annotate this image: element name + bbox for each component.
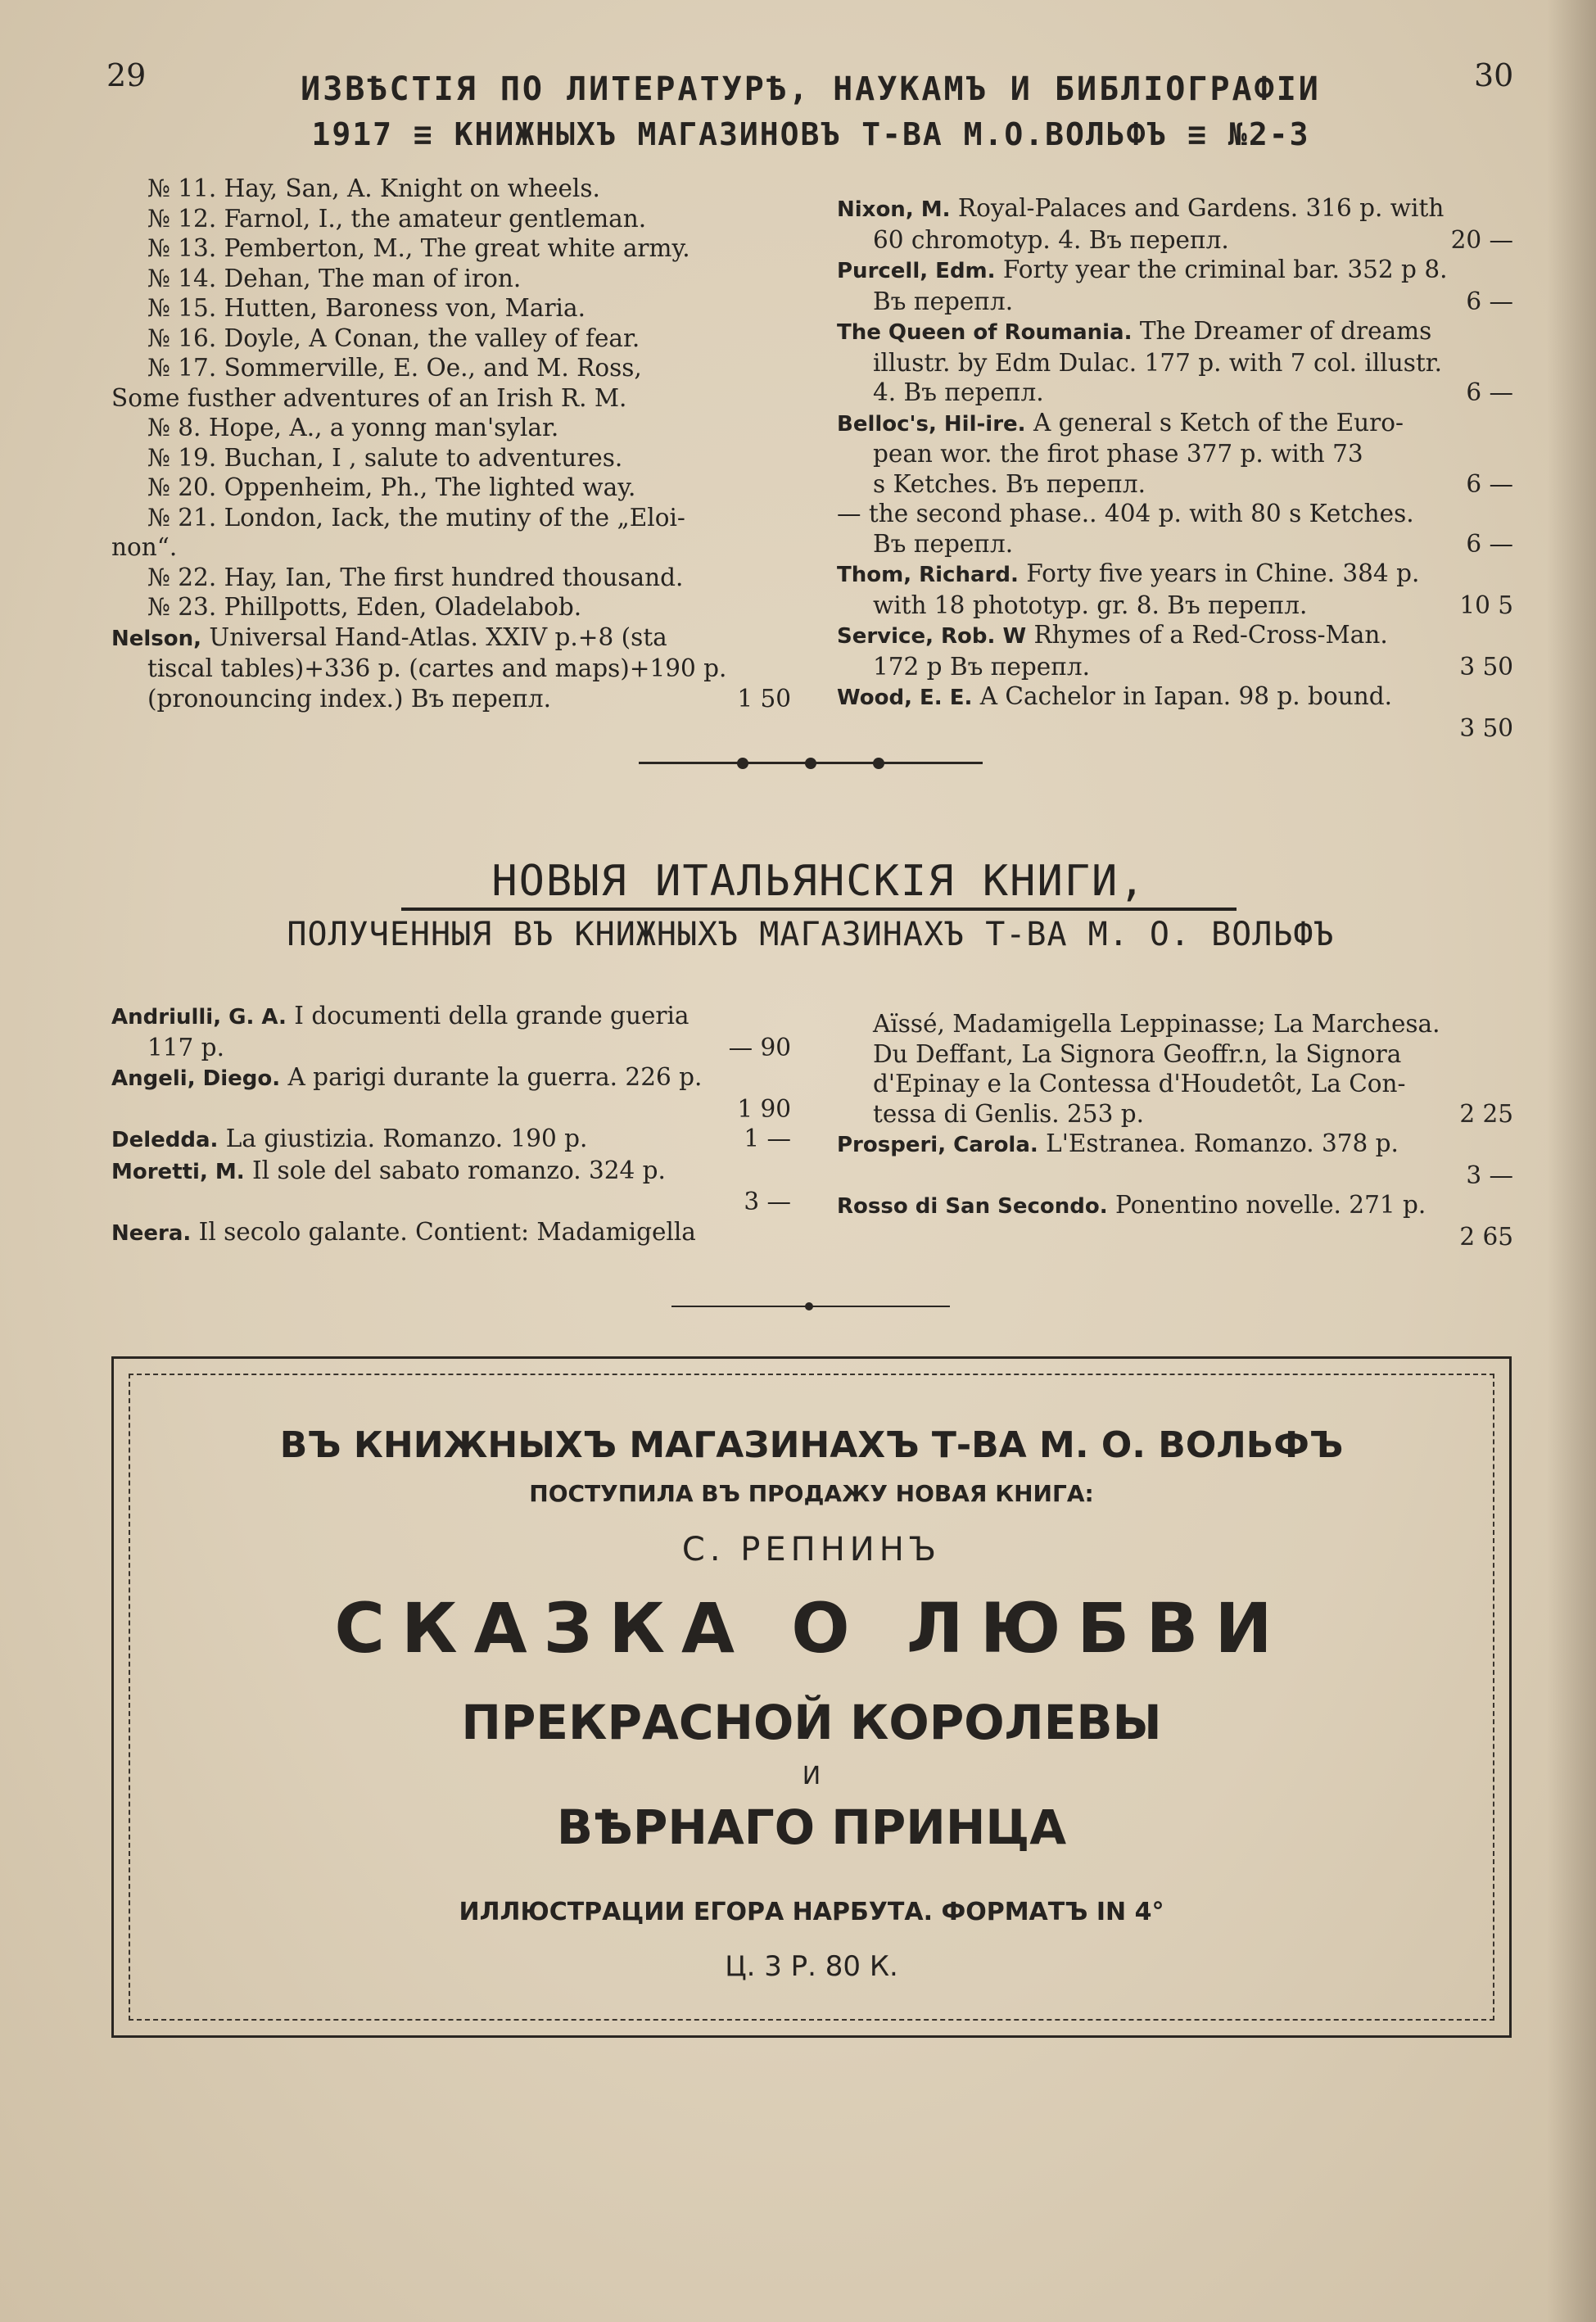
book-advertisement [111, 1356, 1512, 2038]
list-item: № 20. Oppenheim, Ph., The lighted way. [147, 473, 636, 501]
italian-books-left-column [111, 1001, 791, 1248]
entry-line: Universal Hand-Atlas. XXIV p.+8 (sta [209, 622, 667, 651]
list-item: Some fusther adventures of an Irish R. M. [111, 383, 627, 412]
section-title-underline [401, 908, 1237, 911]
page-number-right: 30 [1474, 57, 1514, 93]
entry-line: (pronouncing index.) Въ перепл. [147, 684, 551, 713]
divider-dot [873, 758, 884, 769]
entry-line: tessa di Genlis. 253 p. [873, 1099, 1144, 1128]
ad-book-subtitle: ВѢРНАГО ПРИНЦА [556, 1799, 1067, 1855]
entry-line: tiscal tables)+336 p. (cartes and maps)+190 p. [147, 654, 727, 682]
entry-price: 2 25 [1459, 1099, 1513, 1128]
ornament-divider [671, 1306, 950, 1307]
entry-line: I documenti della grande gueria [294, 1002, 689, 1030]
entry-price: 6 — [1466, 529, 1513, 558]
entry-line: the second phase.. 404 p. with 80 s Ketches. [868, 500, 1414, 527]
journal-title: ИЗВѢСТІЯ ПО ЛИТЕРАТУРѢ, НАУКАМЪ И БИБЛІОГРАФІИ [301, 70, 1321, 108]
ad-price: Ц. 3 Р. 80 К. [725, 1950, 898, 1983]
entry-line: Ponentino novelle. 271 p. [1115, 1191, 1426, 1219]
list-item [837, 681, 1513, 743]
entry-line: A general s Ketch of the Euro- [1033, 408, 1404, 437]
list-item: № 13. Pemberton, M., The great white army. [147, 234, 690, 262]
list-item: № 17. Sommerville, E. Oe., and M. Ross, [147, 354, 642, 382]
entry-author: Nixon, M. [837, 197, 951, 222]
entry-price: 6 — [1466, 287, 1513, 315]
entry-line: with 18 phototyp. gr. 8. Въ перепл. [873, 591, 1308, 619]
divider-dot [737, 758, 748, 769]
entry-line: The Dreamer of dreams [1139, 317, 1432, 345]
entry-line: La giustizia. Romanzo. 190 p. [225, 1125, 588, 1152]
list-item: non“. [111, 533, 178, 561]
entry-line: Въ перепл. [873, 287, 1014, 315]
ad-store-line: ВЪ КНИЖНЫХЪ МАГАЗИНАХЪ Т-ВА М. О. ВОЛЬФЪ [279, 1424, 1344, 1466]
entry-author: Moretti, M. [111, 1159, 245, 1184]
entry-line: Forty five years in Chine. 384 p. [1026, 559, 1420, 587]
entry-author: Angeli, Diego. [111, 1066, 281, 1091]
entry-price: 3 — [744, 1188, 791, 1215]
entry-line: d'Epinay e la Contessa d'Houdetôt, La Con- [873, 1070, 1406, 1098]
ad-illustrations-format: ИЛЛЮСТРАЦИИ ЕГОРА НАРБУТА. ФОРМАТЪ IN 4° [459, 1898, 1164, 1926]
entry-line: L'Estranea. Romanzo. 378 p. [1046, 1129, 1399, 1157]
divider-dot [805, 1302, 813, 1310]
entry-author: Thom, Richard. [837, 563, 1019, 587]
divider-dot [805, 758, 816, 769]
entry-price: 20 — [1450, 225, 1513, 254]
ad-conjunction: И [802, 1762, 821, 1790]
entry-price: 1 50 [737, 684, 791, 713]
entry-author: Prosperi, Carola. [837, 1133, 1038, 1157]
entry-line: Aïssé, Madamigella Leppinasse; La Marchesa. [873, 1010, 1440, 1038]
entry-author: Purcell, Edm. [837, 259, 996, 283]
entry-author: — [837, 500, 861, 527]
list-item [111, 1001, 791, 1062]
ad-book-title: СКАЗКА О ЛЮБВИ [334, 1588, 1289, 1668]
nelson-entry [111, 622, 791, 714]
list-item: № 15. Hutten, Baroness von, Maria. [147, 294, 586, 322]
entry-price: 1 — [744, 1125, 791, 1152]
section-subtitle: ПОЛУЧЕННЫЯ ВЪ КНИЖНЫХЪ МАГАЗИНАХЪ Т-ВА М. О. ВОЛЬФЪ [287, 916, 1335, 953]
ad-book-subtitle: ПРЕКРАСНОЙ КОРОЛЕВЫ [461, 1695, 1162, 1750]
list-item [111, 1217, 791, 1249]
list-item [837, 620, 1513, 681]
list-item [837, 193, 1513, 255]
italian-books-right-column [837, 1009, 1513, 1252]
list-item [837, 316, 1513, 408]
ad-announcement: ПОСТУПИЛА ВЪ ПРОДАЖУ НОВАЯ КНИГА: [529, 1480, 1094, 1507]
journal-issue-line: 1917 ≡ КНИЖНЫХЪ МАГАЗИНОВЪ Т-ВА М.О.ВОЛЬФЪ ≡ №2-3 [311, 116, 1310, 152]
entry-line: 117 p. [147, 1033, 224, 1061]
entry-line: Rhymes of a Red-Cross-Man. [1033, 621, 1388, 649]
section-title: НОВЫЯ ИТАЛЬЯНСКІЯ КНИГИ, [491, 857, 1146, 906]
entry-line: 60 chromotyp. 4. Въ перепл. [873, 225, 1229, 254]
entry-price: 1 90 [737, 1094, 791, 1123]
entry-line: A parigi durante la guerra. 226 p. [287, 1063, 703, 1091]
entry-line: illustr. by Edm Dulac. 177 p. with 7 col. illustr. [873, 348, 1442, 377]
entry-author: Neera. [111, 1220, 192, 1246]
list-item [837, 559, 1513, 620]
list-item [837, 255, 1513, 316]
ad-author: С. РЕПНИНЪ [681, 1531, 942, 1568]
list-item: № 8. Hope, A., a yonng man'sylar. [147, 414, 559, 441]
entry-line: pean wor. the firot phase 377 p. with 73 [873, 440, 1363, 468]
entry-price: 10 5 [1459, 591, 1513, 619]
entry-line: Въ перепл. [873, 529, 1014, 558]
list-item [111, 1062, 791, 1124]
entry-line: Forty year the criminal bar. 352 p 8. [1002, 256, 1448, 283]
entry-line: Royal-Palaces and Gardens. 316 p. with [957, 194, 1445, 222]
list-item-continued [837, 1009, 1513, 1129]
list-item: № 21. London, Iack, the mutiny of the „Eloi- [147, 503, 685, 532]
page-number-left: 29 [106, 57, 147, 93]
entry-price: 6 — [1466, 378, 1513, 406]
entry-price: 3 50 [1459, 652, 1513, 681]
list-item: № 19. Buchan, I , salute to adventures. [147, 443, 623, 472]
list-item: № 14. Dehan, The man of iron. [147, 264, 522, 292]
entry-line: Il sole del sabato romanzo. 324 p. [252, 1156, 666, 1184]
entry-line: Du Deffant, La Signora Geoffr.n, la Signora [873, 1039, 1402, 1068]
list-item: № 12. Farnol, I., the amateur gentleman. [147, 204, 647, 233]
entry-author: Andriulli, G. A. [111, 1005, 287, 1030]
entry-price: 2 65 [1459, 1222, 1513, 1251]
entry-price: 6 — [1466, 469, 1513, 498]
list-item [837, 408, 1513, 500]
list-item [111, 1124, 791, 1156]
list-item [837, 499, 1513, 559]
entry-line: 4. Въ перепл. [873, 378, 1044, 406]
english-books-left-column [111, 174, 791, 713]
entry-line: 172 p Въ перепл. [873, 652, 1091, 681]
entry-author: Nelson, [111, 626, 202, 651]
list-item [111, 1156, 791, 1217]
english-books-right-column [837, 193, 1513, 743]
list-item: № 11. Hay, San, A. Knight on wheels. [147, 174, 600, 202]
list-item: № 22. Hay, Ian, The first hundred thousand. [147, 563, 684, 591]
list-item [837, 1129, 1513, 1190]
entry-author: Belloc's, Hil-ire. [837, 411, 1026, 437]
list-item: № 23. Phillpotts, Eden, Oladelabob. [147, 593, 582, 621]
entry-author: Deledda. [111, 1128, 219, 1152]
entry-author: The Queen of Roumania. [837, 320, 1133, 345]
ornament-divider [639, 762, 983, 764]
entry-price: — 90 [728, 1033, 791, 1061]
entry-price: 3 50 [1459, 713, 1513, 742]
entry-author: Wood, E. E. [837, 686, 973, 710]
entry-author: Rosso di San Secondo. [837, 1194, 1108, 1219]
entry-line: s Ketches. Въ перепл. [873, 469, 1146, 498]
entry-author: Service, Rob. W [837, 624, 1027, 649]
entry-line: Il secolo galante. Contient: Madamigella [198, 1217, 696, 1246]
page-edge-shadow [1547, 0, 1596, 2322]
entry-line: A Cachelor in Iapan. 98 p. bound. [979, 682, 1392, 710]
entry-price: 3 — [1466, 1161, 1513, 1189]
list-item [837, 1190, 1513, 1252]
list-item: № 16. Doyle, A Conan, the valley of fear. [147, 324, 640, 352]
